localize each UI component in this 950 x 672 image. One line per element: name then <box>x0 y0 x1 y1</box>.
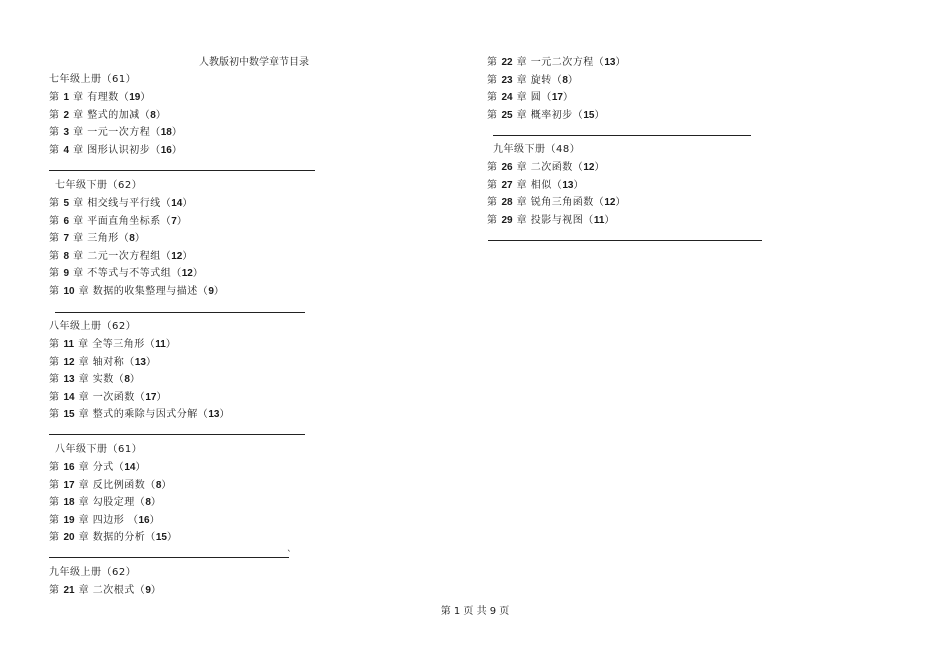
divider <box>488 240 762 241</box>
closing-paren: ） <box>171 127 183 139</box>
closing-paren: ） <box>129 374 141 386</box>
document-title: 人教版初中数学章节目录 <box>199 57 309 68</box>
lesson-count: 16 <box>160 144 172 156</box>
chapter-entry <box>487 161 605 174</box>
chapter-prefix: 第 <box>49 92 60 103</box>
lesson-count: 11 <box>155 339 166 350</box>
chapter-title: 章 四边形 （ <box>78 514 139 526</box>
chapter-entry <box>487 91 573 104</box>
chapter-prefix: 第 <box>49 198 60 209</box>
chapter-entry <box>49 250 193 263</box>
chapter-title: 章 不等式与不等式组（ <box>73 268 182 280</box>
closing-paren: ） <box>171 144 183 156</box>
lesson-count: 16 <box>138 514 150 526</box>
divider <box>493 135 751 136</box>
divider <box>49 434 305 435</box>
chapter-entry <box>49 531 177 544</box>
chapter-prefix: 第 <box>487 57 498 68</box>
lesson-count: 13 <box>208 409 220 421</box>
chapter-prefix: 第 <box>49 391 60 403</box>
closing-paren: ） <box>149 514 161 526</box>
chapter-entry <box>49 267 203 280</box>
chapter-title: 章 二次函数（ <box>516 162 584 173</box>
closing-paren: ） <box>140 92 151 103</box>
closing-paren: ） <box>150 497 162 509</box>
section-grade8-lower: 八年级下册（61） <box>55 444 143 455</box>
chapter-number: 22 <box>501 57 513 68</box>
lesson-count: 13 <box>562 179 574 191</box>
chapter-entry <box>49 109 166 122</box>
lesson-count: 8 <box>150 109 156 121</box>
chapter-entry <box>487 196 626 209</box>
lesson-count: 9 <box>145 585 151 596</box>
chapter-prefix: 第 <box>49 233 60 245</box>
chapter-prefix: 第 <box>487 197 498 209</box>
closing-paren: ） <box>182 198 193 209</box>
chapter-prefix: 第 <box>49 514 60 526</box>
chapter-entry <box>49 391 167 404</box>
lesson-count: 11 <box>593 214 605 226</box>
lesson-count: 8 <box>129 233 135 245</box>
closing-paren: ） <box>166 532 178 544</box>
chapter-title: 章 实数（ <box>78 374 125 386</box>
chapter-entry <box>49 514 160 527</box>
chapter-prefix: 第 <box>49 409 60 421</box>
chapter-number: 19 <box>63 514 75 526</box>
lesson-count: 8 <box>124 374 130 386</box>
chapter-title: 章 锐角三角函数（ <box>516 197 605 209</box>
closing-paren: ） <box>176 215 188 227</box>
chapter-prefix: 第 <box>487 74 498 86</box>
chapter-entry <box>49 496 161 509</box>
lesson-count: 19 <box>129 92 141 103</box>
lesson-count: 14 <box>124 462 136 473</box>
chapter-title: 章 一元一次方程（ <box>73 127 161 139</box>
closing-paren: ） <box>567 74 579 86</box>
chapter-number: 20 <box>63 532 75 544</box>
divider <box>49 557 289 558</box>
lesson-count: 15 <box>583 109 595 121</box>
chapter-title: 章 全等三角形（ <box>78 339 156 350</box>
chapter-title: 章 整式的加减（ <box>73 109 151 121</box>
lesson-count: 8 <box>562 74 568 86</box>
chapter-prefix: 第 <box>49 268 60 280</box>
chapter-prefix: 第 <box>49 374 60 386</box>
section-grade9-lower: 九年级下册（48） <box>493 144 581 155</box>
lesson-count: 12 <box>583 162 595 173</box>
chapter-entry <box>49 338 176 351</box>
chapter-prefix: 第 <box>487 92 498 104</box>
page-footer: 第 1 页 共 9 页 <box>440 606 510 617</box>
chapter-number: 25 <box>501 109 513 121</box>
chapter-title: 章 轴对称（ <box>78 356 135 368</box>
lesson-count: 12 <box>181 268 193 280</box>
lesson-count: 9 <box>208 286 214 297</box>
chapter-prefix: 第 <box>487 214 498 226</box>
chapter-number: 15 <box>63 409 75 421</box>
chapter-prefix: 第 <box>49 109 60 121</box>
chapter-entry <box>49 91 151 104</box>
chapter-title: 章 分式（ <box>78 462 125 473</box>
section-grade7-lower: 七年级下册（62） <box>55 180 143 191</box>
lesson-count: 13 <box>604 57 616 68</box>
chapter-prefix: 第 <box>49 339 60 350</box>
chapter-prefix: 第 <box>487 179 498 191</box>
section-grade9-upper: 九年级上册（62） <box>49 567 137 578</box>
chapter-number: 8 <box>63 250 70 262</box>
closing-paren: ） <box>150 585 162 596</box>
chapter-number: 3 <box>63 127 70 139</box>
chapter-number: 12 <box>63 356 75 368</box>
chapter-number: 9 <box>63 268 70 280</box>
closing-paren: ） <box>615 197 626 209</box>
chapter-number: 4 <box>63 144 70 156</box>
lesson-count: 17 <box>551 92 563 104</box>
lesson-count: 12 <box>171 250 183 262</box>
chapter-prefix: 第 <box>487 162 498 173</box>
chapter-entry <box>49 356 156 369</box>
chapter-number: 29 <box>501 214 513 226</box>
chapter-title: 章 反比例函数（ <box>78 479 156 491</box>
chapter-prefix: 第 <box>49 286 60 297</box>
chapter-title: 章 概率初步（ <box>516 109 584 121</box>
chapter-entry <box>49 373 140 386</box>
chapter-prefix: 第 <box>49 356 60 368</box>
stray-mark: ` <box>287 550 292 560</box>
chapter-prefix: 第 <box>49 585 60 596</box>
closing-paren: ） <box>145 356 157 368</box>
section-grade7-upper: 七年级上册（61） <box>49 74 137 85</box>
chapter-entry <box>49 461 146 474</box>
chapter-entry <box>49 285 224 298</box>
chapter-prefix: 第 <box>49 250 60 262</box>
closing-paren: ） <box>134 233 146 245</box>
chapter-entry <box>49 215 187 228</box>
chapter-entry <box>487 56 626 69</box>
lesson-count: 7 <box>171 215 177 227</box>
chapter-entry <box>487 214 615 227</box>
chapter-entry <box>487 109 605 122</box>
divider <box>55 312 305 313</box>
chapter-prefix: 第 <box>49 479 60 491</box>
closing-paren: ） <box>594 162 605 173</box>
chapter-prefix: 第 <box>49 532 60 544</box>
lesson-count: 8 <box>155 479 162 491</box>
chapter-title: 章 一元二次方程（ <box>516 57 605 68</box>
chapter-title: 章 勾股定理（ <box>78 497 146 509</box>
chapter-title: 章 二元一次方程组（ <box>73 250 172 262</box>
chapter-number: 11 <box>63 339 75 350</box>
closing-paren: ） <box>182 250 193 262</box>
chapter-prefix: 第 <box>49 144 60 156</box>
chapter-prefix: 第 <box>49 462 60 473</box>
chapter-title: 章 一次函数（ <box>78 391 146 403</box>
chapter-prefix: 第 <box>49 497 60 509</box>
chapter-entry <box>49 232 145 245</box>
chapter-number: 16 <box>63 462 75 473</box>
chapter-title: 章 三角形（ <box>73 233 130 245</box>
section-grade8-upper: 八年级上册（62） <box>49 321 137 332</box>
closing-paren: ） <box>219 409 230 421</box>
chapter-title: 章 数据的收集整理与描述（ <box>78 286 209 297</box>
chapter-entry <box>49 144 182 157</box>
closing-paren: ） <box>165 339 177 350</box>
chapter-number: 26 <box>501 162 513 173</box>
closing-paren: ） <box>156 391 167 403</box>
chapter-entry <box>487 179 584 192</box>
closing-paren: ） <box>615 57 626 68</box>
chapter-prefix: 第 <box>49 215 60 227</box>
chapter-prefix: 第 <box>49 127 60 139</box>
divider <box>49 170 315 171</box>
chapter-entry <box>49 126 182 139</box>
lesson-count: 14 <box>171 198 183 209</box>
chapter-number: 7 <box>63 233 70 245</box>
chapter-entry <box>49 584 161 597</box>
lesson-count: 18 <box>160 127 172 139</box>
chapter-number: 14 <box>63 391 75 403</box>
chapter-number: 24 <box>501 92 513 104</box>
chapter-title: 章 圆（ <box>516 92 552 104</box>
closing-paren: ） <box>135 462 146 473</box>
chapter-number: 18 <box>63 497 75 509</box>
closing-paren: ） <box>604 214 615 226</box>
chapter-title: 章 有理数（ <box>73 92 130 103</box>
chapter-number: 28 <box>501 197 513 209</box>
chapter-title: 章 图形认识初步（ <box>73 144 161 156</box>
closing-paren: ） <box>192 268 204 280</box>
closing-paren: ） <box>161 479 172 491</box>
lesson-count: 15 <box>155 532 167 544</box>
chapter-title: 章 平面直角坐标系（ <box>73 215 172 227</box>
chapter-entry <box>487 74 578 87</box>
closing-paren: ） <box>573 179 584 191</box>
lesson-count: 8 <box>145 497 151 509</box>
chapter-number: 23 <box>501 74 513 86</box>
chapter-number: 17 <box>63 479 75 491</box>
lesson-count: 13 <box>134 356 146 368</box>
lesson-count: 17 <box>145 391 157 403</box>
chapter-number: 10 <box>63 286 75 297</box>
chapter-number: 6 <box>63 215 70 227</box>
chapter-title: 章 二次根式（ <box>78 585 146 596</box>
lesson-count: 12 <box>604 197 616 209</box>
chapter-number: 21 <box>63 585 75 596</box>
chapter-title: 章 旋转（ <box>516 74 563 86</box>
closing-paren: ） <box>562 92 574 104</box>
chapter-entry <box>49 479 172 492</box>
chapter-prefix: 第 <box>487 109 498 121</box>
chapter-number: 27 <box>501 179 513 191</box>
chapter-title: 章 相交线与平行线（ <box>73 198 172 209</box>
chapter-entry <box>49 197 193 210</box>
closing-paren: ） <box>594 109 605 121</box>
chapter-number: 5 <box>63 198 70 209</box>
chapter-title: 章 数据的分析（ <box>78 532 156 544</box>
chapter-title: 章 投影与视图（ <box>516 214 594 226</box>
chapter-entry <box>49 408 230 421</box>
closing-paren: ） <box>155 109 167 121</box>
closing-paren: ） <box>213 286 225 297</box>
chapter-number: 2 <box>63 109 70 121</box>
chapter-number: 1 <box>63 92 70 103</box>
chapter-title: 章 整式的乘除与因式分解（ <box>78 409 209 421</box>
chapter-title: 章 相似（ <box>516 179 563 191</box>
chapter-number: 13 <box>63 374 75 386</box>
